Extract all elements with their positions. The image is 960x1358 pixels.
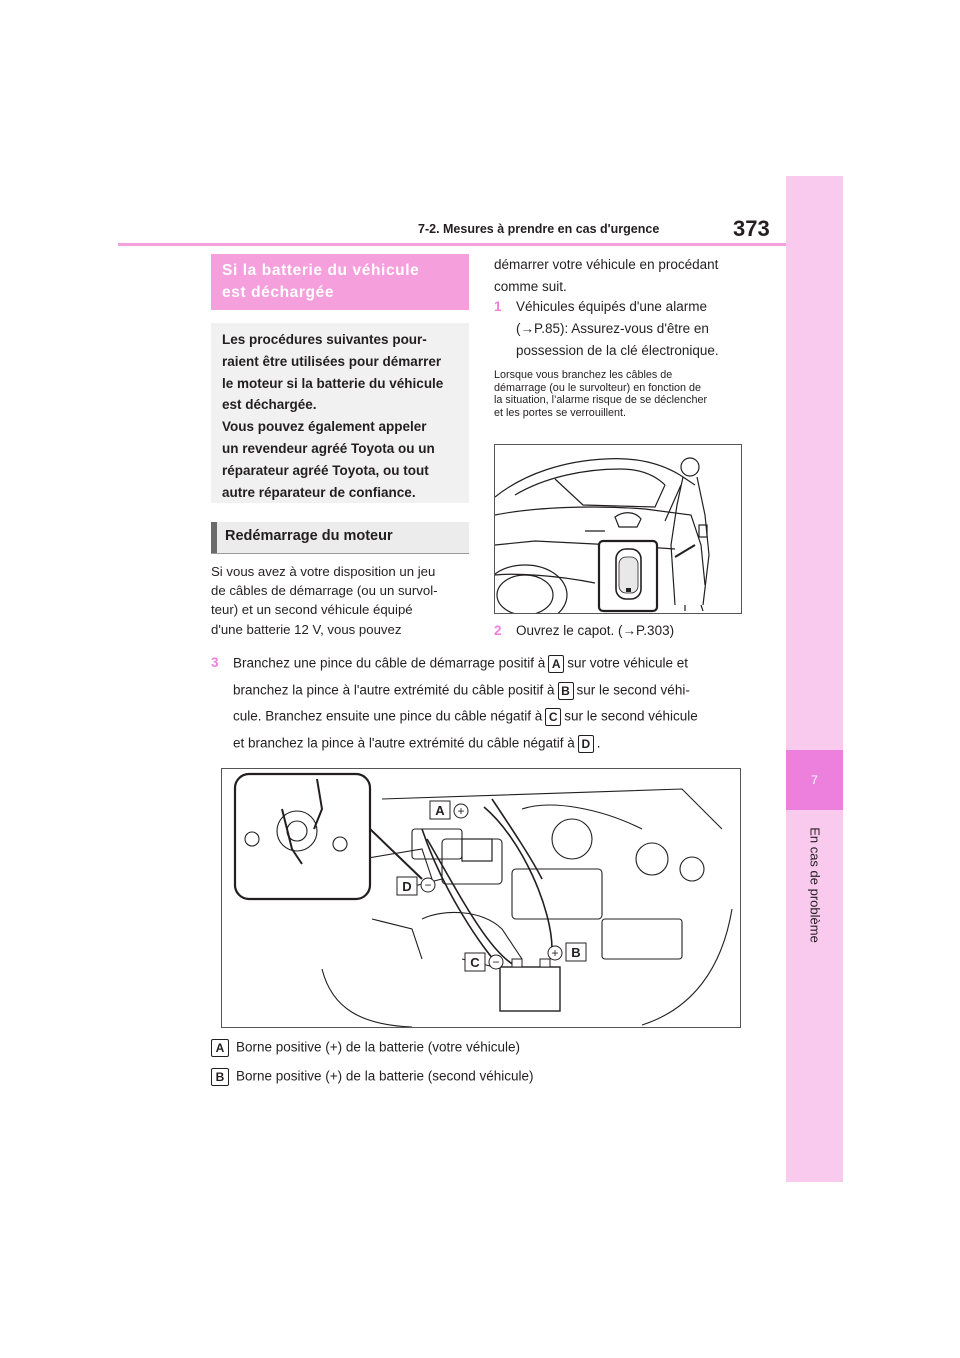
step-1-line: (→P.85): Assurez-vous d'être en xyxy=(516,321,709,336)
intro-line: raient être utilisées pour démarrer xyxy=(222,353,442,369)
paragraph-continuation: démarrer votre véhicule en procédant xyxy=(494,257,719,272)
step-2-number: 2 xyxy=(494,623,502,638)
battery-heading xyxy=(211,254,469,310)
note-line: démarrage (ou le survolteur) en fonction de xyxy=(494,381,702,394)
terminal-a-badge: A xyxy=(548,655,564,673)
label-b: B xyxy=(571,945,581,960)
step-3-line xyxy=(233,682,690,700)
chapter-number: 7 xyxy=(786,750,843,810)
note-line: et les portes se verrouillent. xyxy=(494,406,627,419)
intro-line: est déchargée. xyxy=(222,397,317,413)
step-1-line: Véhicules équipés d'une alarme xyxy=(516,299,707,314)
step-3-text: et branchez la pince à l'autre extrémité du câble négatif à xyxy=(233,735,575,751)
terminal-b-badge: B xyxy=(558,682,574,700)
car-side-drawing xyxy=(495,445,742,614)
chapter-label-text: En cas de problème xyxy=(807,827,822,943)
step-1-number: 1 xyxy=(494,299,502,314)
intro-line: un revendeur agréé Toyota ou un xyxy=(222,440,435,456)
chapter-side-tab xyxy=(786,176,843,1182)
step-3-number: 3 xyxy=(211,655,219,670)
plus-sign: + xyxy=(551,946,559,960)
engine-bay-drawing xyxy=(222,769,741,1028)
legend-text-a: Borne positive (+) de la batterie (votre véhicule) xyxy=(236,1039,521,1055)
step-3-line xyxy=(233,735,601,753)
step-2-text: Ouvrez le capot. (→P.303) xyxy=(516,623,675,638)
step-3-text: sur votre véhicule et xyxy=(567,655,689,671)
jumper-cable-illustration xyxy=(221,768,741,1028)
step-3-line xyxy=(233,708,698,726)
intro-box xyxy=(211,323,469,503)
note-line: Lorsque vous branchez les câbles de xyxy=(494,369,673,381)
step-3-text: Branchez une pince du câble de démarrage positif à xyxy=(233,655,546,671)
label-c: C xyxy=(470,955,480,970)
label-d: D xyxy=(402,879,412,894)
legend-item-b xyxy=(211,1068,534,1086)
legend-badge-b: B xyxy=(211,1068,229,1086)
step-3-line xyxy=(233,655,688,673)
alarm-note xyxy=(494,369,707,419)
header-rule xyxy=(118,243,786,246)
restart-paragraph xyxy=(211,562,438,639)
intro-line: le moteur si la batterie du véhicule xyxy=(222,375,444,391)
terminal-c-badge: C xyxy=(545,708,561,726)
minus-sign: − xyxy=(492,955,500,969)
step-3-text: cule. Branchez ensuite une pince du câble négatif à xyxy=(233,708,543,724)
paragraph-line: d'une batterie 12 V, vous pouvez xyxy=(211,621,402,637)
battery-heading-line: est déchargée xyxy=(222,284,335,301)
paragraph-line: teur) et un second véhicule équipé xyxy=(211,602,413,618)
paragraph-line: Si vous avez à votre disposition un jeu xyxy=(211,564,436,579)
intro-line: autre réparateur de confiance. xyxy=(222,484,416,500)
intro-line: réparateur agréé Toyota, ou tout xyxy=(222,462,429,478)
step-3-text: sur le second véhi- xyxy=(576,682,690,698)
step-3-text: branchez la pince à l'autre extrémité du câble positif à xyxy=(233,682,555,698)
section-title: 7-2. Mesures à prendre en cas d'urgence xyxy=(418,222,660,236)
legend-item-a xyxy=(211,1039,520,1057)
terminal-d-badge: D xyxy=(578,735,594,753)
restart-heading: Redémarrage du moteur xyxy=(211,522,469,554)
smart-key-illustration xyxy=(494,444,742,614)
step-1-line: possession de la clé électronique. xyxy=(516,343,719,358)
intro-line: Vous pouvez également appeler xyxy=(222,419,427,435)
step-3-text: sur le second véhicule xyxy=(564,708,698,724)
battery-heading-line: Si la batterie du véhicule xyxy=(222,262,420,279)
page-number: 373 xyxy=(733,216,770,241)
note-line: la situation, l’alarme risque de se déclencher xyxy=(494,394,708,406)
step-3-text: . xyxy=(596,735,601,751)
plus-sign: + xyxy=(457,804,465,818)
intro-line: Les procédures suivantes pour- xyxy=(222,332,427,347)
chapter-label xyxy=(786,815,843,955)
paragraph-continuation: comme suit. xyxy=(494,279,567,294)
legend-text-b: Borne positive (+) de la batterie (second véhicule) xyxy=(236,1068,534,1084)
legend-badge-a: A xyxy=(211,1039,229,1057)
restart-heading-rule xyxy=(211,553,469,554)
minus-sign: − xyxy=(424,878,432,892)
label-a: A xyxy=(435,803,445,818)
paragraph-line: de câbles de démarrage (ou un survol- xyxy=(211,583,438,599)
